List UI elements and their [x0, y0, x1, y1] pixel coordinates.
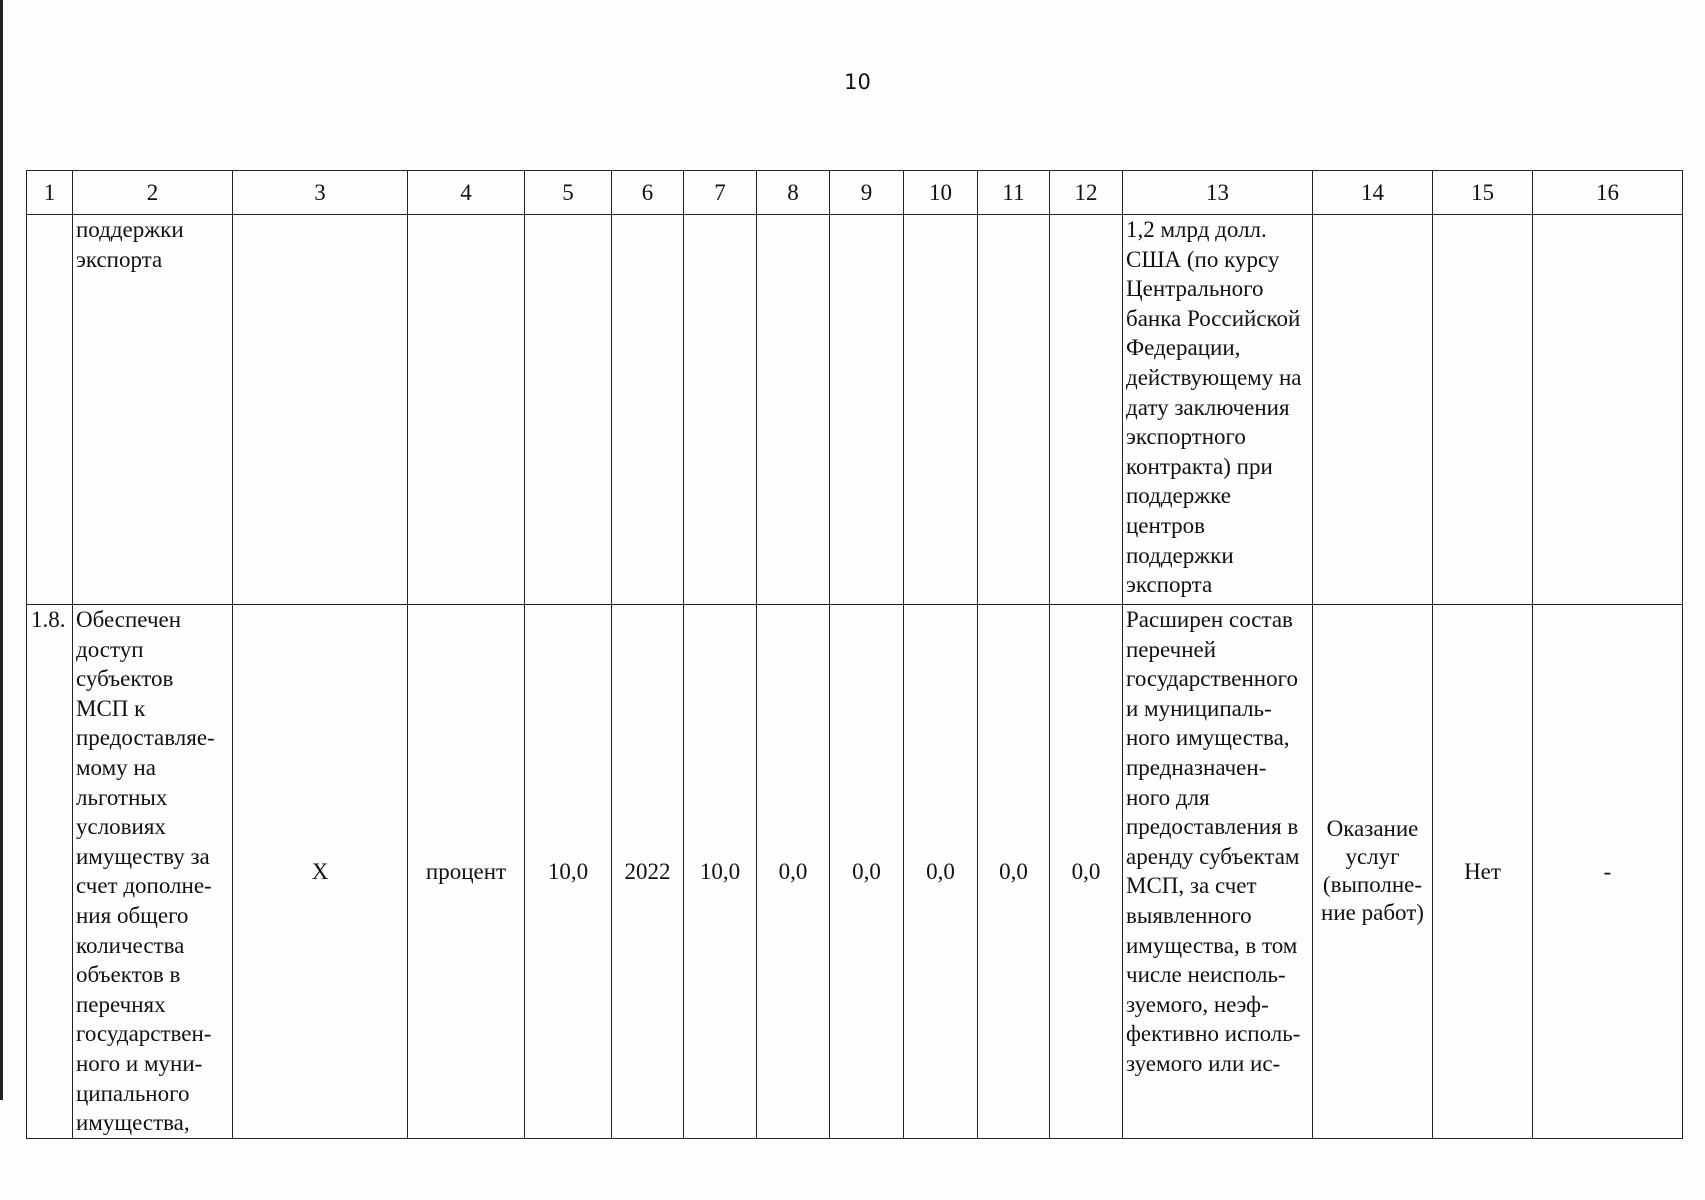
column-number: 8 [757, 171, 830, 215]
column-number: 2 [73, 171, 233, 215]
column-number: 5 [525, 171, 612, 215]
table-cell [525, 215, 612, 605]
link-cell: - [1533, 605, 1683, 1139]
table-cell [1533, 215, 1683, 605]
base-value-cell: 10,0 [525, 605, 612, 1139]
page-number: 10 [844, 70, 871, 94]
column-number: 13 [1123, 171, 1313, 215]
description-cell: поддержки экспорта [73, 215, 233, 605]
row-number-cell [27, 215, 73, 605]
column-number: 1 [27, 171, 73, 215]
result-description-cell: 1,2 млрд долл. США (по курсу Центрального банка Российской Федерации, действующему на дату заключения экспортного контракта) при поддержке центров поддержки экспорта [1123, 215, 1313, 605]
flag-cell: Нет [1433, 605, 1533, 1139]
table-cell [1433, 215, 1533, 605]
scan-left-edge [0, 0, 3, 1100]
column-number: 6 [612, 171, 684, 215]
table-cell [904, 215, 978, 605]
column-number-row [27, 171, 1683, 215]
marker-cell: Х [233, 605, 408, 1139]
indicator-table [26, 170, 1683, 1139]
unit-cell: процент [408, 605, 525, 1139]
table-cell [757, 215, 830, 605]
column-number: 14 [1313, 171, 1433, 215]
table-cell [408, 215, 525, 605]
column-number: 4 [408, 171, 525, 215]
value-cell: 0,0 [757, 605, 830, 1139]
table-cell [612, 215, 684, 605]
result-description-cell: Расширен состав перечней государственного и муниципаль- ного имущества, предназначен- ного для предоставления в аренду субъектам МСП, за счет выявленного имущества, в том числе неисполь- зуемого, неэф- фективно исполь- зуемого или ис- [1123, 605, 1313, 1139]
value-cell: 10,0 [684, 605, 757, 1139]
table-cell [684, 215, 757, 605]
table-cell [1313, 215, 1433, 605]
column-number: 11 [978, 171, 1050, 215]
column-number: 16 [1533, 171, 1683, 215]
column-number: 7 [684, 171, 757, 215]
value-cell: 0,0 [978, 605, 1050, 1139]
column-number: 3 [233, 171, 408, 215]
table-row [27, 605, 1683, 1139]
value-cell: 0,0 [904, 605, 978, 1139]
row-number-cell: 1.8. [27, 605, 73, 1139]
column-number: 10 [904, 171, 978, 215]
table-cell [978, 215, 1050, 605]
value-cell: 0,0 [830, 605, 904, 1139]
table-cell [1050, 215, 1123, 605]
column-number: 12 [1050, 171, 1123, 215]
value-cell: 0,0 [1050, 605, 1123, 1139]
column-number: 9 [830, 171, 904, 215]
result-type-cell: Оказание услуг (выполне- ние работ) [1313, 605, 1433, 1139]
column-number: 15 [1433, 171, 1533, 215]
table-cell [233, 215, 408, 605]
description-cell: Обеспечен доступ субъектов МСП к предоставляе- мому на льготных условиях имуществу за счет дополне- ния общего количества объектов в перечнях государствен- ного и муни- ципального имущества, [73, 605, 233, 1139]
table-cell [830, 215, 904, 605]
base-year-cell: 2022 [612, 605, 684, 1139]
table-row [27, 215, 1683, 605]
